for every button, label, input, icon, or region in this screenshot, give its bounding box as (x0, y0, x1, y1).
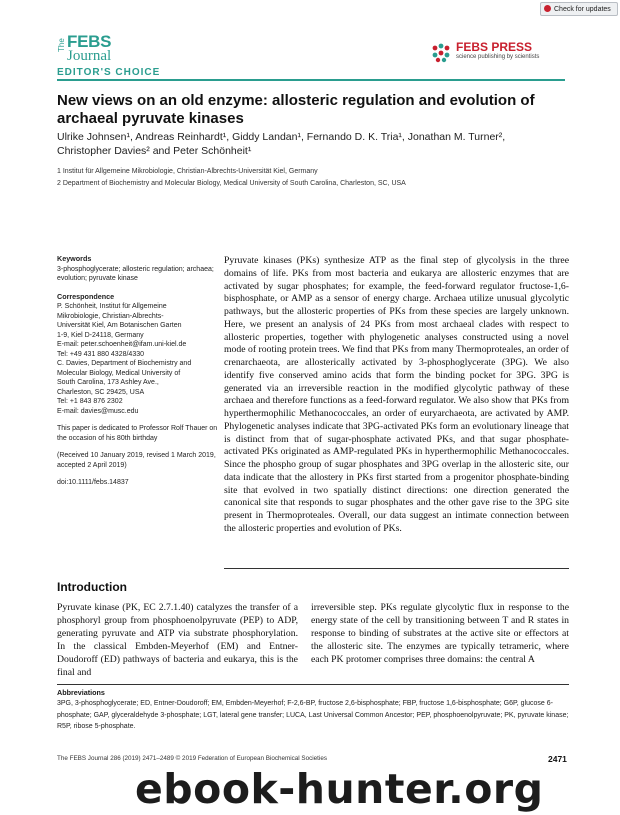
introduction-column-2: irreversible step. PKs regulate glycolytic flux in response to the energy state of the cell by transitioning between T and R states in response to binding of substrates at the active site or effectors at the allosteric site. The enzymes are typically tetrameric, where each PK protomer comprises three domains: the central A (311, 602, 569, 665)
journal-logo (57, 32, 127, 68)
febs-press-name: FEBS PRESS (456, 40, 533, 54)
doi-link[interactable]: doi:10.1111/febs.14837 (57, 479, 129, 486)
correspondence-line: South Carolina, 173 Ashley Ave., (57, 379, 159, 386)
article-sidebar (57, 254, 220, 496)
article-title: New views on an old enzyme: allosteric regulation and evolution of archaeal pyruvate kinases (57, 92, 535, 127)
correspondence-line: Universität Kiel, Am Botanischen Garten (57, 322, 182, 329)
keywords-text: 3-phosphoglycerate; allosteric regulation; archaea; evolution; pyruvate kinase (57, 265, 214, 282)
journal-logo-the: The (57, 38, 66, 52)
abbreviations-divider (57, 684, 569, 685)
author-list (57, 130, 567, 158)
crossmark-icon (544, 5, 551, 12)
header-divider (57, 79, 565, 81)
correspondence-email-link[interactable]: E-mail: davies@musc.edu (57, 407, 139, 415)
correspondence-line: Mikrobiologie, Christian-Albrechts- (57, 312, 164, 320)
correspondence-line: 1-9, Kiel D-24118, Germany (57, 331, 144, 339)
correspondence-line: Charleston, SC 29425, USA (57, 388, 145, 396)
affiliation-1: 1 Institut für Allgemeine Mikrobiologie, Christian-Albrechts-Universität Kiel, Germany (57, 168, 318, 175)
abstract-divider (224, 568, 569, 569)
journal-logo-febs: FEBS (67, 32, 112, 51)
correspondence-line: Tel: +1 843 876 2302 (57, 398, 123, 405)
abstract-text: Pyruvate kinases (PKs) synthesize ATP as the final step of glycolysis in the three domains of life. PKs from most bacteria and eukarya are allosteric enzymes that are activated by sugar phosphates; for example, the feed-forward regulator fructose-1,6-bisphosphate, or AMP as a sensor of energy charge. Archaea utilize unusual glycolytic pathways, but the allosteric properties of PKs from these species are largely unknown. Here, we present an analysis of 24 PKs from most archaeal clades with respect to allosteric properties, together with phylogenetic analyses constructed using a novel mode of rooting protein trees. We find that PKs from many Thermoproteales, an order of crenarchaeota, are allosterically activated by 3-phosphoglycerate (3PG). We also identify five conserved amino acids that form the binding pocket for 3PG. 3PG is generated via an irreversible reaction in the modified glycolytic pathway of these archaea and therefore functions as a feed-forward regulator. We also show that PKs from hyperthermophilic Methanococcales, an order of euryarchaeota, are activated by AMP. Phylogenetic analyses indicate that 3PG-activated PKs form an evolutionary lineage that is distinct from that of sugar-phosphate activated PKs, and that sugar phosphate-activated PKs originated as AMP-regulated PKs in hyperthermophilic Methanococcales. Since the phospho group of sugar phosphates and 3PG overlap in the allosteric site, our data indicate that the allostery in PKs first started from a progenitor phosphate-binding site that evolved in two spatially distinct directions: one direction generated the canonical site that responds to sugar phosphates and the other gave rise to the 3PG site present in Thermoproteales. Overall, our data suggest an intimate connection between the allosteric properties and evolution of PKs. (224, 255, 569, 534)
correspondence-heading: Correspondence (57, 291, 115, 301)
section-label: EDITOR'S CHOICE (57, 67, 161, 78)
watermark: ebook-hunter.org (135, 765, 544, 813)
introduction-column-1: Pyruvate kinase (PK, EC 2.7.1.40) catalyzes the transfer of a phosphoryl group from phosphoenolpyruvate (PEP) to ADP, generating pyruvate and ATP via substrate phosphorylation. In the classical Embden-Meyerhof (EM) and Entner-Doudoroff (ED) pathways of bacteria and eukarya, this is the final and (57, 602, 298, 678)
febs-press-tagline: science publishing by scientists (456, 54, 540, 60)
affiliations (57, 166, 567, 190)
abbreviations-text: 3PG, 3-phosphoglycerate; ED, Entner-Doudoroff; EM, Embden-Meyerhof; F-2,6-BP, fructose 2,6-bisphosphate; FBP, fructose 1,6-bisphosphate; G6P, glucose 6-phosphate; GAP, glyceraldehyde 3-phosphate; LGT, lateral gene transfer; LUCA, Last Universal Common Ancestor; PEP, phosphoenolpyruvate; PK, pyruvate kinase; R5P, ribose 5-phosphate. (57, 700, 569, 730)
febs-press-logo (430, 40, 570, 68)
correspondence-line: C. Davies, Department of Biochemistry and (57, 360, 192, 367)
check-updates-label: Check for updates (554, 6, 611, 13)
correspondence-line: Tel: +49 431 880 4328/4330 (57, 350, 144, 358)
check-for-updates-button[interactable] (540, 2, 618, 16)
correspondence-line: P. Schönheit, Institut für Allgemeine (57, 303, 167, 310)
received-dates: (Received 10 January 2019, revised 1 March 2019, accepted 2 April 2019) (57, 452, 216, 469)
febs-press-dots-icon (430, 42, 452, 64)
keywords-heading: Keywords (57, 254, 92, 263)
correspondence-email-link[interactable]: E-mail: peter.schoenheit@ifam.uni-kiel.de (57, 341, 187, 348)
introduction-heading: Introduction (57, 580, 127, 594)
authors-line-1: Ulrike Johnsen¹, Andreas Reinhardt¹, Giddy Landan¹, Fernando D. K. Tria¹, Jonathan M. Turner², (57, 131, 506, 143)
affiliation-2: 2 Department of Biochemistry and Molecular Biology, Medical University of South Carolina, Charleston, SC, USA (57, 180, 406, 187)
page-footer: The FEBS Journal 286 (2019) 2471–2489 © 2019 Federation of European Biochemical Societies (57, 755, 327, 762)
abbreviations-heading: Abbreviations (57, 688, 105, 697)
page-number: 2471 (548, 754, 567, 764)
dedication-note: This paper is dedicated to Professor Rolf Thauer on the occasion of his 80th birthday (57, 425, 218, 442)
journal-logo-journal: Journal (67, 48, 112, 64)
authors-line-2: Christopher Davies² and Peter Schönheit¹ (57, 145, 252, 157)
correspondence-line: Molecular Biology, Medical University of (57, 369, 181, 377)
